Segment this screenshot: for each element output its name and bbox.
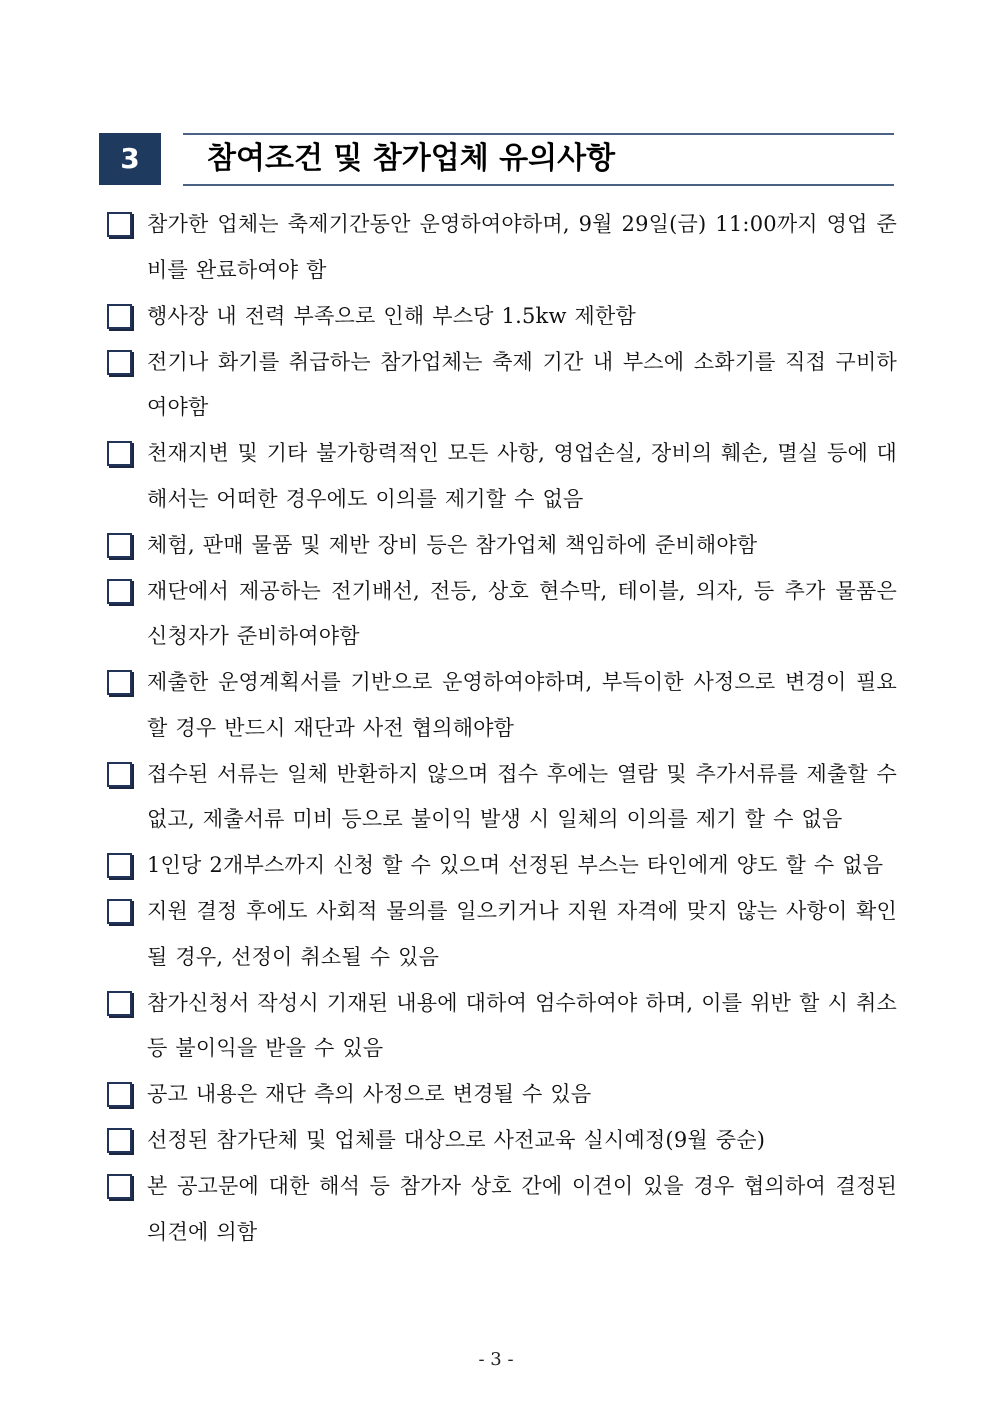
page-number: - 3 - <box>478 1349 514 1370</box>
list-item-text: 천재지변 및 기타 불가항력적인 모든 사항, 영업손실, 장비의 훼손, 멸실 등에 대해서는 어떠한 경우에도 이의를 제기할 수 없음 <box>147 441 897 511</box>
list-item <box>107 340 897 431</box>
list-item-text: 전기나 화기를 취급하는 참가업체는 축제 기간 내 부스에 소화기를 직접 구비하여야함 <box>147 349 897 419</box>
list-item <box>107 569 897 660</box>
title-bottom-rule <box>183 184 894 186</box>
section-header <box>99 133 894 187</box>
checkbox-icon <box>107 853 132 878</box>
list-item <box>107 202 897 293</box>
list-item <box>107 1072 897 1118</box>
list-item-text: 제출한 운영계획서를 기반으로 운영하여야하며, 부득이한 사정으로 변경이 필요할 경우 반드시 재단과 사전 협의해야함 <box>147 670 897 740</box>
list-item-text: 공고 내용은 재단 측의 사정으로 변경될 수 있음 <box>147 1082 592 1106</box>
title-top-rule <box>183 133 894 135</box>
checkbox-icon <box>107 762 132 787</box>
list-item-text: 선정된 참가단체 및 업체를 대상으로 사전교육 실시예정(9월 중순) <box>147 1128 766 1152</box>
list-item <box>107 843 897 889</box>
checkbox-icon <box>107 991 132 1016</box>
list-item-text: 재단에서 제공하는 전기배선, 전등, 상호 현수막, 테이블, 의자, 등 추가 물품은 신청자가 준비하여야함 <box>147 578 897 648</box>
list-item <box>107 431 897 522</box>
list-item-text: 행사장 내 전력 부족으로 인해 부스당 1.5kw 제한함 <box>147 303 636 328</box>
list-item-text: 접수된 서류는 일체 반환하지 않으며 접수 후에는 열람 및 추가서류를 제출할 수 없고, 제출서류 미비 등으로 불이익 발생 시 일체의 이의를 제기 할 수 없음 <box>147 761 897 831</box>
list-item <box>107 752 897 843</box>
list-item-text: 체험, 판매 물품 및 제반 장비 등은 참가업체 책임하에 준비해야함 <box>147 532 758 557</box>
checkbox-icon <box>107 350 132 375</box>
section-number-badge: 3 <box>99 133 161 185</box>
list-item <box>107 1164 897 1255</box>
list-item <box>107 523 897 569</box>
list-item-text: 참가신청서 작성시 기재된 내용에 대하여 엄수하여야 하며, 이를 위반 할 시 취소 등 불이익을 받을 수 있음 <box>147 990 897 1060</box>
notice-list <box>107 202 897 1256</box>
list-item <box>107 660 897 751</box>
list-item <box>107 889 897 980</box>
checkbox-icon <box>107 212 132 237</box>
checkbox-icon <box>107 533 132 558</box>
list-item <box>107 1118 897 1164</box>
checkbox-icon <box>107 1128 132 1153</box>
section-title: 참여조건 및 참가업체 유의사항 <box>207 141 616 176</box>
checkbox-icon <box>107 670 132 695</box>
checkbox-icon <box>107 579 132 604</box>
checkbox-icon <box>107 1082 132 1107</box>
checkbox-icon <box>107 304 132 329</box>
list-item-text: 지원 결정 후에도 사회적 물의를 일으키거나 지원 자격에 맞지 않는 사항이 확인될 경우, 선정이 취소될 수 있음 <box>147 899 897 969</box>
checkbox-icon <box>107 899 132 924</box>
checkbox-icon <box>107 441 132 466</box>
list-item <box>107 294 897 340</box>
list-item-text: 본 공고문에 대한 해석 등 참가자 상호 간에 이견이 있을 경우 협의하여 결정된 의견에 의함 <box>147 1174 897 1244</box>
list-item-text: 1인당 2개부스까지 신청 할 수 있으며 선정된 부스는 타인에게 양도 할 수 없음 <box>147 853 884 877</box>
checkbox-icon <box>107 1174 132 1199</box>
list-item <box>107 981 897 1072</box>
list-item-text: 참가한 업체는 축제기간동안 운영하여야하며, 9월 29일(금) 11:00까지 영업 준비를 완료하여야 함 <box>147 212 897 282</box>
